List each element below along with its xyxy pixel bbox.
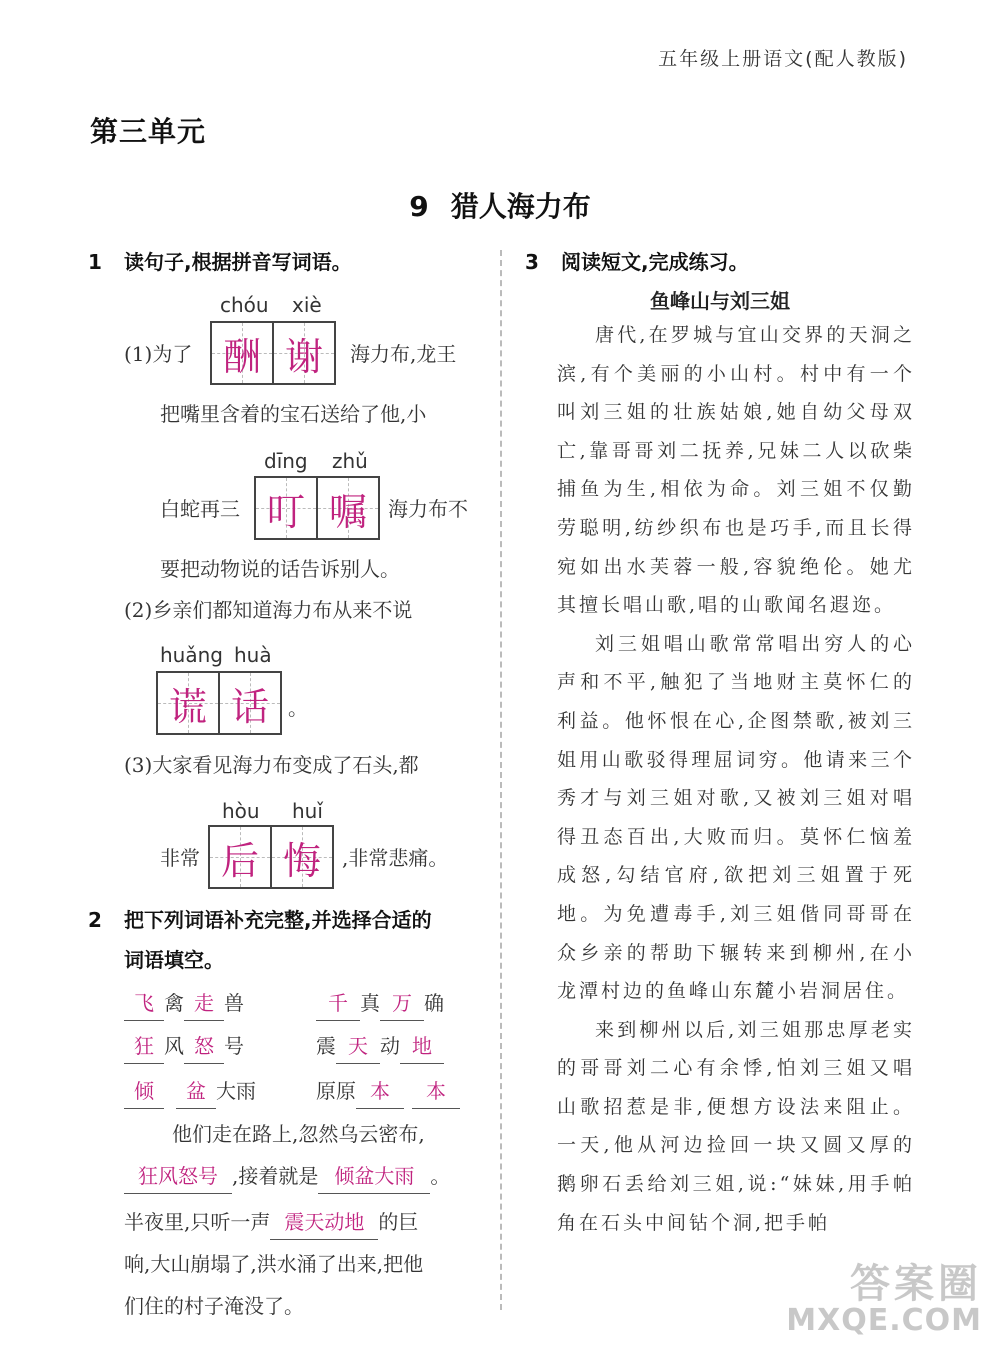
paragraph-line: 狂风怒号 ,接着就是 倾盆大雨 。 bbox=[124, 1159, 450, 1194]
article-body bbox=[525, 316, 915, 1242]
lesson-number: 9 bbox=[409, 190, 429, 223]
answer-cell: 悔 bbox=[270, 827, 332, 887]
site-watermark bbox=[786, 1260, 982, 1338]
article-paragraph: 刘三姐唱山歌常常唱出穷人的心声和不平,触犯了当地财主莫怀仁的利益。他怀恨在心,企图禁歌,被刘三姐用山歌驳得理屈词穷。他请来三个秀才与刘三姐对歌,又被刘三姐对唱得丑态百出,大败而归。莫怀仁恼羞成怒,勾结官府,欲把刘三姐置于死地。为免遭毒手,刘三姐偕同哥哥在众乡亲的帮助下辗转来到柳州,在小龙潭村边的鱼峰山东麓小岩洞居住。 bbox=[557, 632, 915, 1003]
pinyin: dīng bbox=[264, 449, 308, 473]
sentence-text: 白蛇再三 bbox=[160, 497, 240, 521]
answer-cell: 叮 bbox=[256, 478, 316, 538]
paragraph-line: 半夜里,只听一声 震天动地 的巨 bbox=[124, 1205, 418, 1240]
sentence-text: 要把动物说的话告诉别人。 bbox=[160, 557, 400, 581]
sentence-text: ,非常悲痛。 bbox=[342, 846, 449, 870]
unit-title: 第三单元 bbox=[90, 115, 207, 148]
watermark-text: 答案圈 bbox=[850, 1260, 982, 1307]
pinyin: huǎng bbox=[160, 643, 223, 667]
question-number: 1 bbox=[88, 250, 102, 274]
pinyin: huǐ bbox=[292, 799, 323, 823]
idiom-item: 原原 本 本 bbox=[316, 1074, 460, 1109]
idiom-item: 倾 盆 大雨 bbox=[124, 1074, 256, 1109]
sentence-text: 海力布不 bbox=[388, 497, 468, 521]
paragraph-line: 们住的村子淹没了。 bbox=[124, 1294, 304, 1318]
question-number: 3 bbox=[525, 250, 539, 274]
watermark-url: MXQE.COM bbox=[786, 1302, 982, 1338]
sentence-text: 非常 bbox=[160, 846, 200, 870]
question-2-heading bbox=[88, 903, 432, 937]
pinyin: huà bbox=[234, 643, 272, 667]
sentence-text: (2)乡亲们都知道海力布从来不说 bbox=[124, 598, 413, 622]
question-prompt: 把下列词语补充完整,并选择合适的 bbox=[124, 908, 432, 932]
question-1-heading bbox=[88, 245, 352, 279]
answer-grid bbox=[208, 825, 334, 889]
pinyin: zhǔ bbox=[332, 449, 368, 473]
pinyin: hòu bbox=[222, 799, 260, 823]
idiom-item: 飞 禽 走 兽 bbox=[124, 986, 244, 1021]
answer-grid bbox=[254, 476, 380, 540]
sentence-text: 把嘴里含着的宝石送给了他,小 bbox=[160, 402, 427, 426]
article-paragraph: 唐代,在罗城与宜山交界的天洞之滨,有个美丽的小山村。村中有一个叫刘三姐的壮族姑娘,她自幼父母双亡,靠哥哥刘二抚养,兄妹二人以砍柴捕鱼为生,相依为命。刘三姐不仅勤劳聪明,纺纱织布也是巧手,而且长得宛如出水芙蓉一般,容貌绝伦。她尤其擅长唱山歌,唱的山歌闻名遐迩。 bbox=[557, 324, 915, 617]
paragraph-line: 他们走在路上,忽然乌云密布, bbox=[172, 1122, 425, 1146]
sentence-text: 。 bbox=[288, 696, 308, 720]
lesson-name: 猎人海力布 bbox=[450, 190, 591, 223]
question-3-heading bbox=[525, 245, 915, 279]
question-number: 2 bbox=[88, 908, 102, 932]
lesson-title bbox=[0, 185, 1000, 225]
answer-cell: 话 bbox=[218, 673, 280, 733]
answer-grid bbox=[156, 671, 282, 735]
sentence-text: (1)为了 bbox=[124, 342, 193, 366]
sentence-text: 海力布,龙王 bbox=[350, 342, 457, 366]
answer-cell: 酬 bbox=[212, 323, 272, 383]
pinyin: chóu bbox=[220, 293, 269, 317]
idiom-item: 震 天 动 地 bbox=[316, 1029, 444, 1064]
left-column bbox=[88, 245, 488, 1325]
answer-cell: 后 bbox=[210, 827, 270, 887]
pinyin: xiè bbox=[292, 293, 322, 317]
article-paragraph: 来到柳州以后,刘三姐那忠厚老实的哥哥刘二心有余悸,怕刘三姐又唱山歌招惹是非,便想方设法来阻止。一天,他从河边捡回一块又圆又厚的鹅卵石丢给刘三姐,说:“妹妹,用手帕角在石头中间钻个洞,把手帕 bbox=[557, 1018, 915, 1234]
idiom-item: 狂 风 怒 号 bbox=[124, 1029, 244, 1064]
right-column bbox=[525, 245, 915, 1242]
answer-cell: 嘱 bbox=[316, 478, 378, 538]
question-prompt-continued: 词语填空。 bbox=[124, 948, 224, 972]
answer-cell: 谎 bbox=[158, 673, 218, 733]
column-divider bbox=[500, 250, 502, 1310]
paragraph-line: 响,大山崩塌了,洪水涌了出来,把他 bbox=[124, 1252, 424, 1276]
idiom-item: 千 真 万 确 bbox=[316, 986, 444, 1021]
sentence-text: (3)大家看见海力布变成了石头,都 bbox=[124, 753, 419, 777]
question-prompt: 读句子,根据拼音写词语。 bbox=[124, 250, 352, 274]
book-title-header: 五年级上册语文(配人教版) bbox=[658, 48, 908, 70]
article-title: 鱼峰山与刘三姐 bbox=[650, 289, 790, 313]
answer-grid bbox=[210, 321, 336, 385]
answer-cell: 谢 bbox=[272, 323, 334, 383]
question-prompt: 阅读短文,完成练习。 bbox=[561, 250, 749, 274]
